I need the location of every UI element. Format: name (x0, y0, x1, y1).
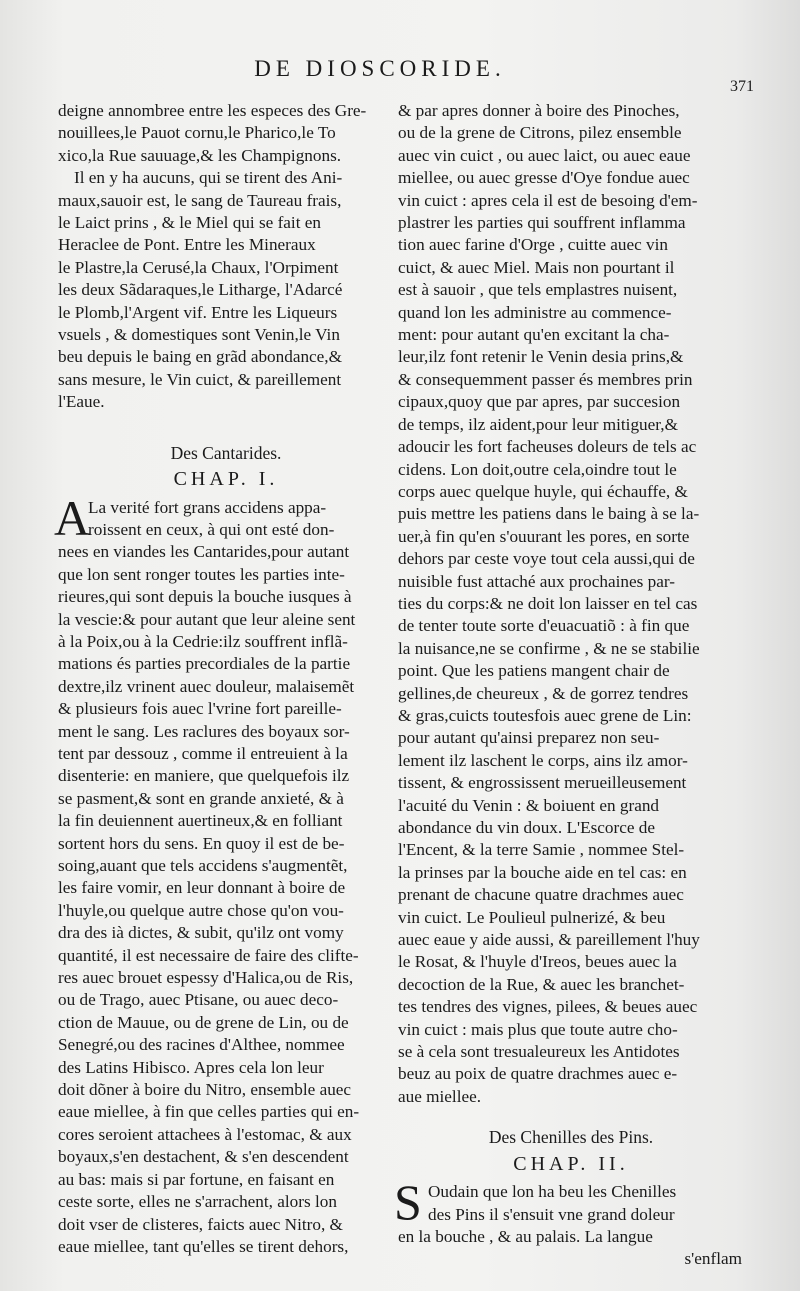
text-line: doit vser de clisteres, faicts auec Nitro, & (58, 1214, 343, 1234)
text-line: est à sauoir , que tels emplastres nuisent, (398, 280, 678, 300)
text-line: beu depuis le baing en grãd abondance,& (58, 347, 342, 367)
text-line: vsuels , & domestiques sont Venin,le Vin (58, 325, 340, 345)
text-line: se à cela sont tresualeureux les Antidotes (398, 1042, 680, 1062)
text-line: prenant de chacune quatre drachmes auec (398, 885, 684, 905)
text-line: vin cuict : apres cela il est de besoing d'em- (398, 190, 698, 210)
text-line: quantité, il est necessaire de faire des clifte- (58, 945, 359, 965)
text-line: La verité fort grans accidens appa- (88, 497, 327, 517)
text-line: dextre,ilz vrinent auec douleur, malaisemẽt (58, 676, 355, 696)
text-line: tion auec farine d'Orge , cuitte auec vin (398, 235, 669, 255)
text-line: xico,la Rue sauuage,& les Champignons. (58, 145, 342, 165)
section-heading-cantarides: Des Cantarides. (170, 442, 282, 463)
text-line: nouillees,le Pauot cornu,le Pharico,le To (58, 123, 336, 143)
text-line: nees en viandes les Cantarides,pour autant (58, 542, 350, 562)
text-line: Heraclee de Pont. Entre les Mineraux (58, 235, 316, 255)
text-line: ceste sorte, elles ne s'arrachent, alors lon (58, 1192, 337, 1212)
text-line: l'acuité du Venin : & boiuent en grand (398, 795, 660, 815)
text-line: vin cuict : mais plus que toute autre cho- (398, 1019, 678, 1039)
text-line: ou de la grene de Citrons, pilez ensemble (398, 123, 682, 143)
text-line: eaue miellee, tant qu'elles se tirent dehors, (58, 1236, 349, 1256)
text-line: ction de Mauue, ou de grene de Lin, ou de (58, 1012, 349, 1032)
text-line: quand lon les administre au commence- (398, 302, 672, 322)
right-column (394, 100, 744, 1271)
text-line: dehors par ceste voye tout cela aussi,qui de (398, 549, 695, 569)
text-line: Il en y ha aucuns, qui se tirent des Ani- (74, 168, 343, 188)
text-line: pour autant qu'ainsi preparez non seu- (398, 728, 660, 748)
left-body-text (58, 497, 394, 1259)
text-line: adoucir les fort facheuses doleurs de tels ac (398, 437, 697, 457)
text-line: l'huyle,ou quelque autre chose qu'on vou- (58, 900, 344, 920)
catchword: s'enflam (684, 1249, 742, 1269)
text-line: de tenter toute sorte d'euacuatiõ : à fin que (398, 616, 690, 636)
text-line: le Plastre,la Cerusé,la Chaux, l'Orpiment (58, 257, 339, 277)
text-line: la vescie:& pour autant que leur aleine sent (58, 609, 356, 629)
section-heading-chenilles: Des Chenilles des Pins. (488, 1127, 654, 1148)
text-line: cores seroient attachees à l'estomac, & aux (58, 1124, 352, 1144)
text-line: cipaux,quoy que par apres, par succesion (398, 392, 681, 412)
page-number: 371 (730, 78, 754, 95)
text-line: sortent hors du sens. En quoy il est de be- (58, 833, 345, 853)
text-line: tes tendres des vignes, pilees, & beues auec (398, 997, 698, 1017)
text-line: eaue miellee, à fin que celles parties qui en- (58, 1102, 360, 1122)
text-line: le Plomb,l'Argent vif. Entre les Liqueurs (58, 302, 338, 322)
text-line: ment: pour autant qu'en excitant la cha- (398, 325, 670, 345)
text-line: le Laict prins , & le Miel qui se fait en (58, 213, 321, 233)
text-line: des Pins il s'ensuit vne grand doleur (428, 1204, 675, 1224)
text-line: ment le sang. Les raclures des boyaux sor- (58, 721, 350, 741)
text-line: mations és parties precordiales de la partie (58, 654, 351, 674)
text-line: que lon sent ronger toutes les parties inte- (58, 564, 345, 584)
left-intro-paragraph (58, 100, 394, 414)
text-line: les faire vomir, en leur donnant à boire de (58, 878, 346, 898)
chapter-1-body (54, 489, 394, 1259)
text-line: doit dõner à boire du Nitro, ensemble auec (58, 1080, 352, 1100)
text-line: & par apres donner à boire des Pinoches, (398, 101, 680, 120)
text-line: l'Encent, & la terre Samie , nommee Stel- (398, 840, 685, 860)
chapter-2-body (394, 1174, 744, 1248)
text-line: cuict, & auec Miel. Mais non pourtant il (398, 257, 675, 277)
text-line: auec eaue y aide aussi, & pareillement l'huy (398, 930, 700, 950)
text-line: beuz au poix de quatre drachmes auec e- (398, 1064, 678, 1084)
text-line: & consequemment passer és membres prin (398, 369, 693, 389)
text-line: au bas: mais si par fortune, en faisant en (58, 1169, 335, 1189)
text-line: corps auec quelque huyle, qui échauffe, & (398, 481, 688, 501)
running-head: DE DIOSCORIDE. (254, 56, 506, 81)
text-line: les deux Sãdaraques,le Litharge, l'Adarcé (58, 280, 343, 300)
text-line: auec vin cuict , ou auec laict, ou auec eaue (398, 145, 691, 165)
drop-cap-a: A (54, 489, 91, 546)
text-line: miellee, ou auec gresse d'Oye fondue auec (398, 168, 690, 188)
text-line: la prinses par la bouche aide en tel cas: en (398, 862, 687, 882)
text-line: ties du corps:& ne doit lon laisser en tel cas (398, 593, 698, 613)
drop-cap-s: S (394, 1174, 422, 1231)
text-line: & plusieurs fois auec l'vrine fort pareille- (58, 699, 342, 719)
text-line: decoction de la Rue, & auec les branchet- (398, 974, 685, 994)
text-line: res auec brouet espessy d'Halica,ou de Ris, (58, 968, 354, 988)
text-line: tent par dessouz , comme il entreuient à la (58, 743, 348, 763)
text-line: aue miellee. (398, 1086, 482, 1106)
text-line: des Latins Hibisco. Apres cela lon leur (58, 1057, 324, 1077)
right-body2-text (398, 1181, 744, 1248)
text-line: gellines,de cheureux , & de gorrez tendres (398, 683, 689, 703)
text-line: point. Que les patiens mangent chair de (398, 661, 670, 681)
text-line: vin cuict. Le Poulieul pulnerizé, & beu (398, 907, 666, 927)
text-line: la nuisance,ne se confirme , & ne se stabilie (398, 638, 700, 658)
text-line: uer,à fin qu'en s'ouurant les pores, en sorte (398, 526, 690, 546)
text-line: & gras,cuicts toutesfois auec grene de Lin: (398, 705, 692, 725)
text-line: lement ilz laschent le corps, ains ilz amor- (398, 750, 688, 770)
text-line: Senegré,ou des racines d'Althee, nommee (58, 1035, 345, 1055)
text-line: rieures,qui sont depuis la bouche iusques à (58, 587, 352, 607)
text-line: abondance du vin doux. L'Escorce de (398, 818, 655, 837)
text-line: leur,ilz font retenir le Venin desia prins,& (398, 347, 684, 367)
text-line: nuisible fust attaché aux prochaines par- (398, 571, 675, 591)
text-line: en la bouche , & au palais. La langue (398, 1226, 653, 1246)
text-line: se pasment,& sont en grande anxieté, & à (58, 788, 344, 808)
chapter-heading-2: CHAP. II. (513, 1152, 629, 1175)
text-line: à la Poix,ou à la Cedrie:ilz souffrent inflã- (58, 631, 348, 651)
text-line: la fin deuiennent auertineux,& en folliant (58, 811, 343, 831)
text-line: plastrer les parties qui souffrent inflamma (398, 213, 686, 233)
chapter-heading-1: CHAP. I. (173, 468, 279, 491)
text-line: soing,auant que tels accidens s'augmentẽt, (58, 856, 348, 875)
text-line: maux,sauoir est, le sang de Taureau frais, (58, 190, 342, 210)
text-line: dra des ià dictes, & subit, qu'ilz ont vomy (58, 923, 344, 943)
text-line: deigne annombree entre les especes des Gre- (58, 101, 367, 120)
text-line: cidens. Lon doit,outre cela,oindre tout le (398, 459, 677, 479)
text-line: puis mettre les patiens dans le baing à se la- (398, 504, 700, 524)
text-line: sans mesure, le Vin cuict, & pareillement (58, 369, 342, 389)
text-line: le Rosat, & l'huyle d'Ireos, beues auec la (398, 952, 677, 972)
right-body-text (398, 100, 744, 1108)
text-line: ou de Trago, auec Ptisane, ou auec deco- (58, 990, 339, 1010)
text-line: roissent en ceux, à qui ont esté don- (88, 519, 335, 539)
text-line: disenterie: en maniere, que quelquefois ilz (58, 766, 350, 786)
text-line: tissent, & engrossissent merueilleusement (398, 773, 687, 793)
text-line: boyaux,s'en destachent, & s'en descendent (58, 1147, 349, 1167)
text-line: Oudain que lon ha beu les Chenilles (428, 1182, 677, 1202)
left-column (54, 100, 394, 1258)
text-line: l'Eaue. (58, 392, 105, 412)
text-line: de temps, ilz aident,pour leur mitiguer,& (398, 414, 678, 434)
